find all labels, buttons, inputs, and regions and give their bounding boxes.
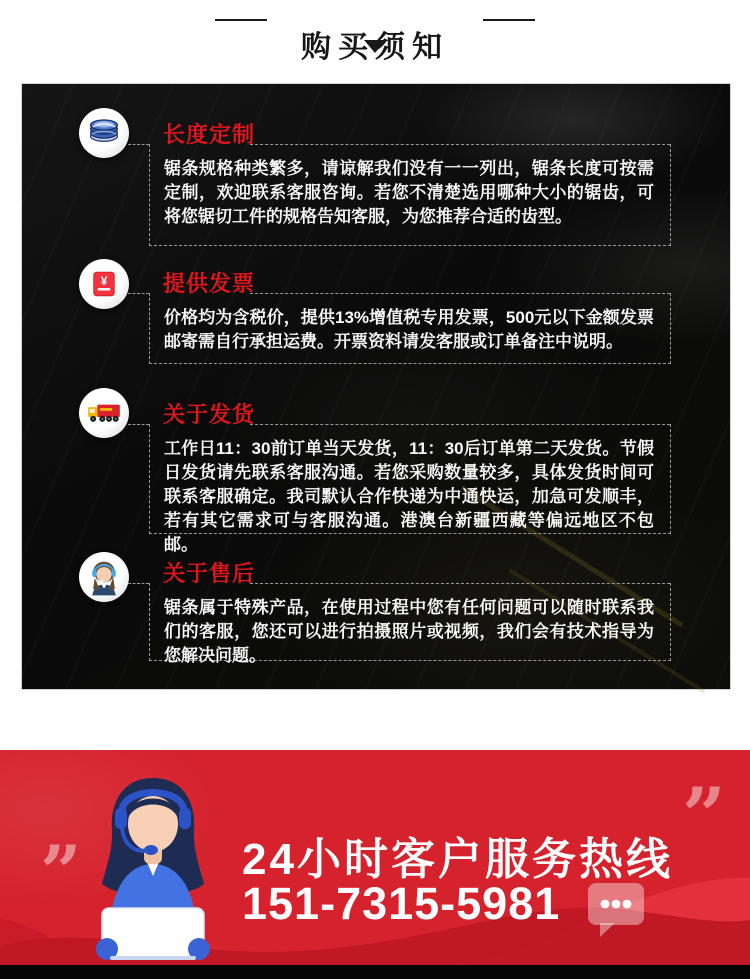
dotted-connector [128,144,149,145]
notice-box [149,122,671,246]
notice-title: 长度定制 [163,122,256,147]
header-divider-left [215,19,267,21]
notice-body: 锯条规格种类繁多，请谅解我们没有一一列出，锯条长度可按需定制，欢迎联系客服咨询。若您不清楚选用哪种大小的锯齿，可将您锯切工件的规格告知客服，为您推荐合适的齿型。 [164,159,654,226]
notice-box [149,271,671,364]
notice-body: 锯条属于特殊产品，在使用过程中您有任何问题可以随时联系我们的客服，您还可以进行拍摄照片或视频，我们会有技术指导为您解决问题。 [164,598,654,665]
notice-box [149,561,671,665]
invoice-icon [79,259,129,309]
notice-title: 提供发票 [163,271,256,296]
header-divider-right [483,19,535,21]
truck-icon [79,388,129,438]
quote-mark-right: ” [682,771,726,860]
purchase-notice-panel [21,83,731,690]
notice-box [149,402,671,554]
triangle-down-icon [364,40,386,53]
hotline-label: 24小时客户服务热线 [242,835,673,884]
dotted-top-border [250,144,670,145]
svg-text:¥: ¥ [100,273,108,288]
notice-body: 工作日11：30前订单当天发货，11：30后订单第二天发货。节假日发货请先联系客服沟通。若您采购数量较多，具体发货时间可联系客服确定。我司默认合作快递为中通快运，加急可发顺丰，若有其它需求可与客服沟通。港澳台新疆西藏等偏远地区不包邮。 [164,439,654,554]
dotted-top-border [250,293,670,294]
dotted-connector [128,293,149,294]
notice-body: 价格均为含税价，提供13%增值税专用发票，500元以下金额发票邮寄需自行承担运费。开票资料请发客服或订单备注中说明。 [164,308,654,351]
page-title: 购买须知 [301,31,449,65]
hotline-banner [0,750,750,965]
bottom-black-strip [0,965,750,979]
customer-service-icon [79,552,129,602]
notice-title: 关于发货 [163,402,256,427]
dotted-top-border [250,583,670,584]
notice-title: 关于售后 [163,561,256,586]
hotline-phone-number: 151-7315-5981 [242,878,561,929]
quote-mark-left: ” [40,829,82,914]
customer-service-agent-illustration [88,772,218,962]
dotted-top-border [250,424,670,425]
dotted-connector [128,424,149,425]
dotted-connector [128,583,149,584]
bandsaw-coil-icon [79,108,129,158]
chat-bubble-icon [588,883,646,939]
section-header [0,0,750,65]
